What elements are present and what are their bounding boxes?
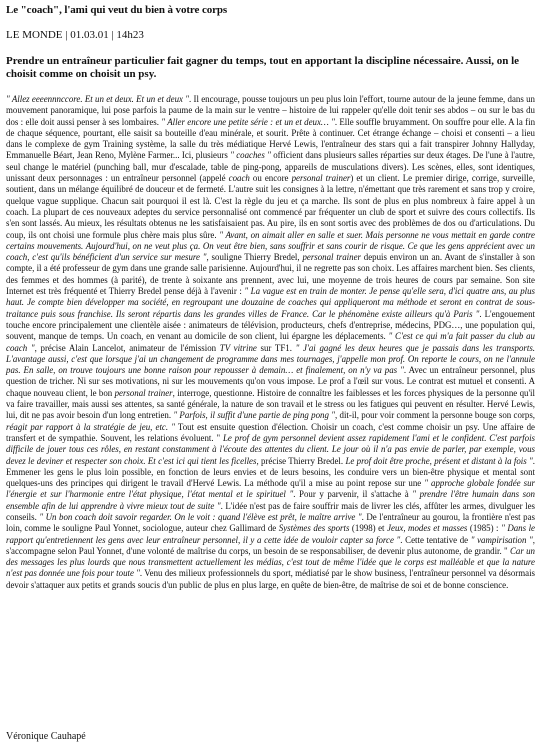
body-text-run: . Cette tentative de [400, 534, 471, 545]
body-text-run: . Pour y parvenir, il s'attache à [293, 489, 413, 500]
body-text-run: . Il encourage, pousse toujours un peu plus loin l'effort, tourne autour de la jeune femme, dans un mouvement panoramique, lui pose parfois la paume de la main sur le ventre – histoire de lui rappeler qu'elle doit tenir ses abdos – ou sur le bas du dos : elle doit aussi penser à ses lombaires. [6, 94, 535, 127]
article-body-paragraph [6, 94, 535, 591]
body-quote-run: " Aller encore une petite série : et un et deux… " [161, 116, 335, 127]
body-quote-run: personal trainer [114, 387, 173, 398]
body-quote-run: " vampirisation " [470, 534, 533, 545]
body-text-run: officient dans plusieurs salles réparties sur deux étages. De l'une à l'autre, seul change le matériel (punching ball, mur d'escalade, table de ping-pong, appareils de musculations divers). Les scènes, elles, sont identiques, unissant deux personnages : un entraîneur personnel (appelé [6, 150, 535, 184]
body-text-run: , s'accompagne selon Paul Yonnet, d'une volonté de maîtrise du corps, un besoin de se responsabiliser, de devenir plus autonome, de grandir. " [6, 534, 535, 556]
body-quote-run: " La vague est en train de monter. Je pense qu'elle sera, d'ici quatre ans, au plus haut. Je compte bien développer ma société, en regroupant une douzaine de coaches qui appliqueront ma méthode et seront en contrat de sous-traitance puis sous franchise. Ils seront répartis dans les grandes villes de France. Car le phénomène existe ailleurs qu'à Paris " [6, 286, 535, 319]
body-quote-run: personal trainer [302, 252, 361, 263]
body-quote-run: Jeux, modes et masses [387, 523, 468, 534]
body-quote-run: personal trainer [291, 173, 351, 184]
body-quote-run: " Dans le rapport qu'entretiennent les gens avec leur entraîneur personnel, il y a cette idée de vouloir capter sa force " [6, 523, 535, 545]
body-text-run: (1985) : [467, 523, 502, 534]
body-quote-run: " Allez eeeennnccore. Et un et deux. Et un et deux " [6, 94, 189, 104]
article-title: Le "coach", l'ami qui veut du bien à votre corps [6, 4, 228, 16]
body-quote-run: " J'ai gagné les deux heures que je passais dans les transports. L'avantage aussi, c'est que lorsque j'ai un changement de programme dans mes tournages, j'appelle mon prof. On reporte le cours, on ne l'annule pas. En salle, on trouve toujours une bonne raison pour repousser à demain… et finalement, on n'y va pas " [6, 342, 535, 376]
body-quote-run: " C'est ce qui m'a fait passer du club au coach " [6, 331, 535, 353]
body-quote-run: TV vitrine [219, 342, 257, 353]
article-lead: Prendre un entraîneur particulier fait gagner du temps, tout en apportant la discipline nécessaire. Aussi, on le choisit comme on choisit un psy. [6, 55, 520, 80]
body-text-run: sur TF1. [256, 342, 296, 353]
body-text-run: , précise Alain Lancelot, animateur de l'émission [34, 342, 220, 353]
body-quote-run: coach [228, 173, 250, 184]
body-quote-run: " Parfois, il suffit d'une partie de ping pong " [173, 410, 335, 421]
body-quote-run: Systèmes des sports [278, 523, 350, 534]
body-text-run: . Avec un entraîneur personnel, plus question de tricher. Ni sur ses motivations, ni sur les mouvements qu'on vous impose. Le prof a l'œil sur vous. Le contrat est mutuel et consenti. A chaque nouveau client, le bon [6, 365, 535, 398]
body-text-run: . Elle souffle bruyamment. On souffre pour elle. A la fin de chaque séquence, pourtant, elle saisit sa bouteille d'eau minérale, et sourit. Prête à continuer. Cet étrange échange – choisi et consenti – a lieu dans le complexe de gym Training système, la salle du très médiatique Hervé Lewis, l'entraîneur des stars qui a fait transpirer Johnny Hallyday, Emmanuelle Béart, Jean Reno, Mylène Farmer... Ici, plusieurs [6, 116, 536, 161]
body-text-run: , dit-il, pour voir comment la personne bouge son corps, [334, 410, 535, 421]
body-text-run: . Venu des milieux professionnels du sport, médiatisé par le show business, l'entraîneur personnel va désormais devoir s'attaquer aux petits et grands soucis d'un public de plus en plus large, en quête de bien-être, de maîtrise de soi et de bonne conscience. [6, 568, 535, 590]
body-text-run: , interroge, questionne. Histoire de connaître les faiblesses et les forces physiques de la personne qu'il va faire travailler, mais aussi ses attentes, sa santé générale, la nature de son travail et le stress ou les fatigues qui peuvent en résulter. Hervé Lewis, lui, dit ne pas avoir besoin d'un long entretien. [6, 387, 535, 421]
body-text-run: ou encore [249, 173, 292, 184]
body-quote-run: " Avant, on aimait aller en salle et suer. Mais personne ne vous mettait en garde contre certains mouvements. Aujourd'hui, on ne veut plus ça. On veut être bien, sans souffrir et sans courir de risque. Ce que les gens apprécient avec un coach, c'est qu'ils bénéficient d'un service sur mesure " [6, 229, 535, 263]
article-body [6, 94, 535, 694]
body-text-run: ) et un client. Le premier dirige, corrige, surveille, soutient, dans un mélange équilibré de douceur et de fermeté. L'autre suit les consignes à la lettre, n'émettant que très rarement et sans trop y croire, quelque vague supplique. Chacun sait pourquoi il est là. C'est la règle du jeu et ça marche. Ils sont de plus en plus nombreux à faire appel à un coach. La plupart de ces nouveaux adeptes du service personnalisé ont commencé par fréquenter un club de sport et suivre des cours collectifs. Ils s'en sont lassés. Au mieux, les résultats obtenus ne les satisfaisaient pas. Au pire, ils en sont sortis avec des problèmes de dos ou d'articulations. Du coup, ils ont choisi une formule plus chère mais plus sûre. [6, 173, 536, 240]
body-text-run: , précise Thierry Bredel. [256, 455, 346, 466]
body-text-run: . L'engouement touche encore principalement une clientèle aisée : animateurs de télévision, producteurs, chefs d'entreprise, médecins, PDG…, une population qui, souvent, manque de temps. Un coach, en venant au domicile de son client, lui épargne les déplacements. [6, 308, 535, 342]
body-quote-run: Le prof doit être proche, présent et distant à la fois " [345, 455, 533, 466]
body-quote-run: Car un des messages les plus lourds que nous transmettent actuellement les médias, c'est tout de même l'idée que le corps est malléable et que la nature n'est pas donnée une fois pour toute " [6, 545, 535, 579]
body-text-run: . De l'entraîneur au gourou, la frontière n'est pas loin, comme le souligne Paul Yonnet, sociologue, auteur chez Gallimard de [6, 511, 535, 534]
body-quote-run: " approche globale fondée sur l'énergie et sur l'harmonie entre l'état physique, l'état mental et le spirituel " [6, 478, 536, 500]
body-text-run: (1998) et [349, 523, 388, 534]
body-text-run: . Emmener les gens le plus loin possible, en fonction de leurs envies et de leurs besoins, les conduire vers un bien-être physique et mental sont quelques-uns des principes qui dirigent le travail d'Hervé Lewis. La méthode qu'il a mise au point repose sur une [6, 455, 536, 489]
body-quote-run: " prendre l'être humain dans son ensemble afin de lui apprendre à vivre mieux tout de suite " [6, 489, 535, 511]
article-meta: LE MONDE | 01.03.01 | 14h23 [6, 29, 144, 41]
body-quote-run: Le prof de gym personnel devient assez rapidement l'ami et le confident. C'est parfois difficile de jouer tous ces rôles, en restant constamment à l'écoute des attentes du client. Le jour où il n'a pas envie de parler, par exemple, vous devez le deviner et respecter son choix. Et c'est ici qui tient les ficelles [6, 432, 535, 466]
body-text-run: , souligne Thierry Bredel, [206, 252, 303, 263]
body-quote-run: " Un bon coach doit savoir regarder. On le voit : quand l'élève est prêt, le maître arrive " [39, 511, 362, 522]
article-author: Véronique Cauhapé [6, 731, 86, 742]
body-quote-run: " coaches " [230, 150, 271, 161]
body-text-run: depuis environ un an. Avant de s'installer à son compte, il a été professeur de gym dans une grande salle parisienne. Aujourd'hui, il ne regrette pas son choix. Les affaires marchent bien. Ses clients, des femmes et des hommes (à parité), de trente à soixante ans prennent, avec lui, une moyenne de trois heures de cours par semaine. Son site Internet est très fréquenté et Thierry Bredel pense déjà à l'avenir : [6, 252, 535, 297]
body-quote-run: réagit par rapport à la stratégie de jeu, etc. " [6, 421, 175, 432]
body-text-run: Tout est ensuite question d'élection. Choisir un coach, c'est comme choisir un psy. Une affaire de transfert et de sympathie. Souvent, les relations évoluent. " [6, 421, 535, 443]
body-text-run: . L'idée n'est pas de faire souffrir mais de livrer les clés, affûter les armes, divulguer les conseils. [6, 500, 535, 522]
